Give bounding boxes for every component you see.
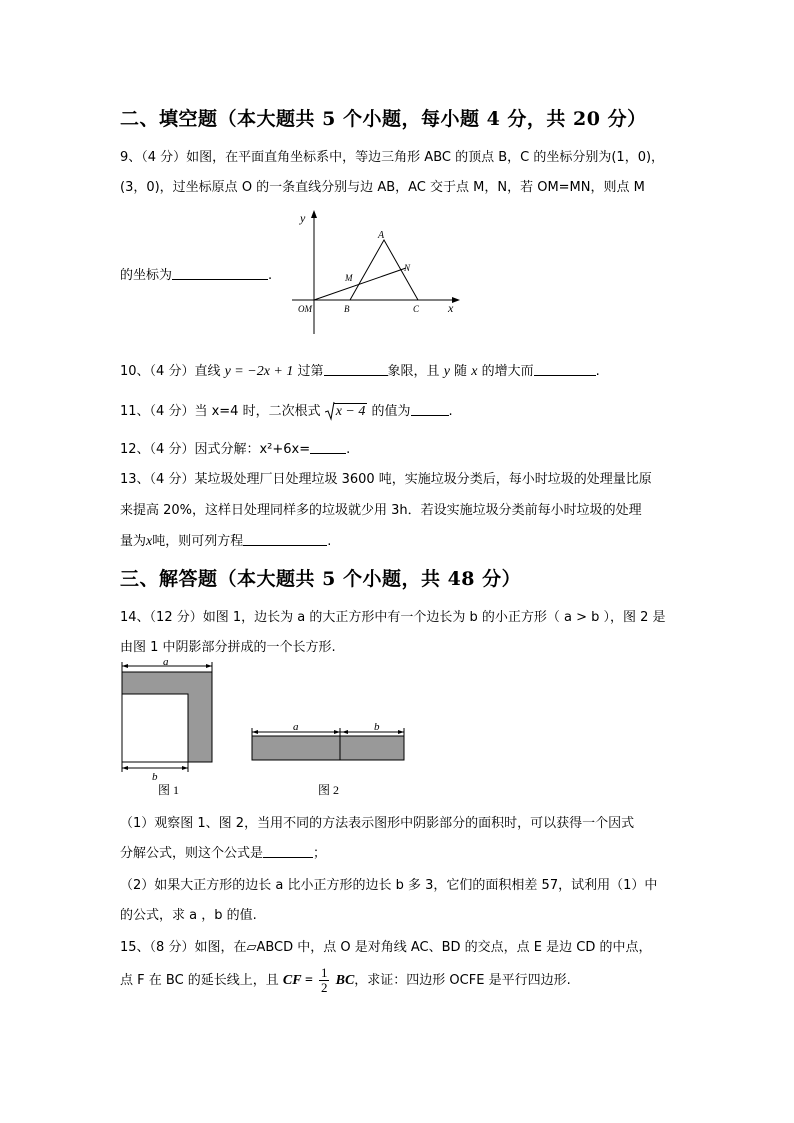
q10-mid-3: 随: [454, 364, 468, 379]
fig2-label-b: b: [374, 721, 380, 733]
q14-part2-line-1: （2）如果大正方形的边长 a 比小正方形的边长 b 多 3，它们的面积相差 57，试利用（1）中: [120, 878, 658, 893]
q14-part1-blank[interactable]: [263, 845, 313, 858]
q15-fraction-denominator: 2: [320, 980, 328, 995]
q12-end: .: [346, 442, 351, 457]
q13-blank[interactable]: [243, 533, 327, 546]
q14-part2-line-2: 的公式，求 a ，b 的值.: [120, 908, 257, 923]
q10-mid-4: 的增大而: [481, 364, 534, 379]
q15-cf: CF =: [282, 973, 313, 988]
q11-line: [120, 400, 453, 420]
q9-answer-prefix: 的坐标为: [120, 268, 173, 283]
q14-line-2: 由图 1 中阴影部分拼成的一个长方形.: [120, 640, 336, 655]
q10-prefix: 10、（4 分）直线: [120, 364, 221, 379]
q14-part1-end: ；: [313, 846, 327, 861]
q10-line: [120, 360, 600, 380]
q9-end: .: [268, 268, 273, 283]
q15-line-2: [120, 966, 571, 995]
q12-line: [120, 438, 350, 457]
q11-blank[interactable]: [411, 403, 449, 416]
q15-prefix: 点 F 在 BC 的延长线上，且: [120, 973, 279, 988]
q9-label-m: M: [345, 273, 353, 283]
q10-y: y: [443, 364, 450, 379]
q9-line-1: 9、（4 分）如图，在平面直角坐标系中，等边三角形 ABC 的顶点 B，C 的坐标分别为(1，0)，: [120, 150, 665, 165]
q13-end: .: [327, 534, 332, 549]
q9-line-2: (3，0)，过坐标原点 O 的一条直线分别与边 AB，AC 交于点 M，N，若 OM=MN，则点 M: [120, 180, 645, 195]
fig1-label-a: a: [163, 656, 169, 668]
section-3-title: 三、解答题（本大题共 5 个小题，共 48 分）: [120, 568, 522, 590]
q10-formula: y = −2x + 1: [224, 364, 294, 379]
q9-label-a: A: [378, 230, 385, 241]
q11-radicand: x − 4: [335, 404, 366, 419]
q14-figure-2: [248, 716, 412, 798]
q11-radical: [325, 404, 368, 420]
q9-label-x: x: [448, 301, 454, 315]
q9-label-om: OM: [298, 304, 312, 314]
fig2-caption: 图 2: [318, 783, 340, 797]
q15-line-1: 15、（8 分）如图，在▱ABCD 中，点 O 是对角线 AC、BD 的交点，点 E 是边 CD 的中点，: [120, 940, 652, 955]
q15-bc: BC: [335, 973, 355, 988]
q14-part1-prefix: 分解公式，则这个公式是: [120, 846, 264, 861]
q13-x: x: [146, 534, 153, 549]
q9-line-3: [120, 264, 272, 283]
fig1-label-b: b: [152, 771, 158, 783]
q13-mid: 吨，则可列方程: [152, 534, 244, 549]
q12-blank[interactable]: [310, 441, 346, 454]
q10-end: .: [595, 364, 600, 379]
q9-label-b: B: [344, 304, 350, 314]
q13-prefix: 量为: [120, 534, 147, 549]
section-2-title: 二、填空题（本大题共 5 个小题，每小题 4 分，共 20 分）: [120, 108, 647, 130]
q11-end: .: [448, 404, 453, 419]
q10-mid-1: 过第: [297, 364, 324, 379]
q14-figure-1: [118, 656, 218, 796]
q9-label-n: N: [404, 263, 411, 273]
q10-mid-2: 象限，且: [387, 364, 440, 379]
q14-part1-line-2: [120, 842, 326, 861]
q9-answer-blank[interactable]: [172, 267, 268, 280]
q9-coordinate-figure: [290, 208, 470, 340]
q14-line-1: 14、（12 分）如图 1，边长为 a 的大正方形中有一个边长为 b 的小正方形（ a > b ），图 2 是: [120, 610, 666, 625]
fig2-label-a: a: [293, 721, 299, 733]
q15-suffix: ，求证：四边形 OCFE 是平行四边形.: [354, 973, 571, 988]
q10-blank-2[interactable]: [534, 363, 596, 376]
q13-line-3: [120, 530, 331, 550]
q15-fraction-numerator: 1: [320, 965, 328, 980]
q14-part1-line-1: （1）观察图 1、图 2，当用不同的方法表示图形中阴影部分的面积时，可以获得一个因式: [120, 816, 635, 831]
q9-label-y: y: [300, 211, 306, 225]
q11-prefix: 11、（4 分）当 x=4 时，二次根式: [120, 404, 321, 419]
q13-line-2: 来提高 20%，这样日处理同样多的垃圾就少用 3h．若设实施垃圾分类前每小时垃圾的处理: [120, 503, 642, 518]
fig1-caption: 图 1: [158, 783, 180, 796]
q12-text: 12、（4 分）因式分解：x²+6x=: [120, 442, 311, 457]
q10-blank-1[interactable]: [324, 363, 388, 376]
q10-x: x: [471, 364, 478, 379]
q9-label-c: C: [413, 304, 420, 314]
q15-fraction: [319, 966, 330, 995]
q13-line-1: 13、（4 分）某垃圾处理厂日处理垃圾 3600 吨，实施垃圾分类后，每小时垃圾的处理量比原: [120, 472, 652, 487]
q11-mid: 的值为: [371, 404, 411, 419]
